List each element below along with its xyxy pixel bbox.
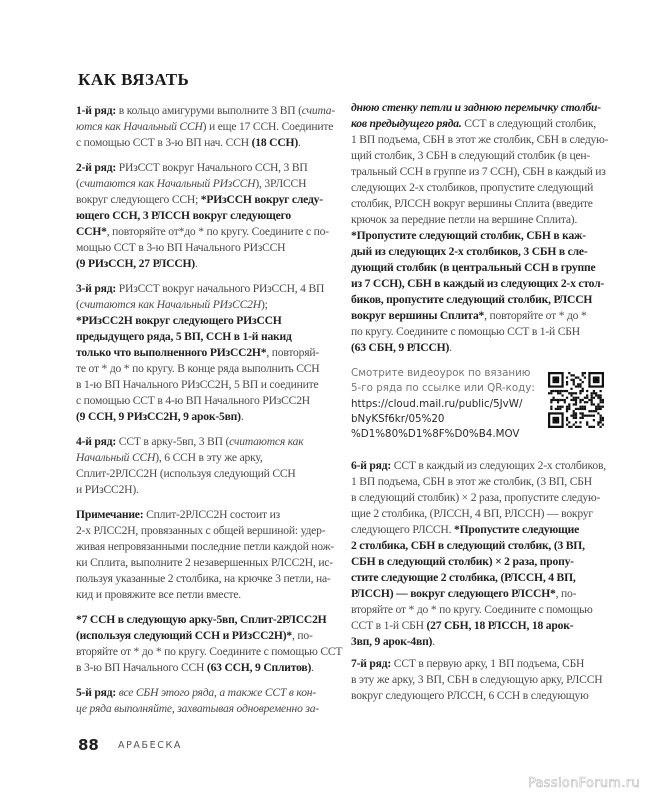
text: в кольцо амигуруми выполните 3 ВП ( — [118, 104, 302, 117]
bold-text: 3-й ряд: — [76, 282, 119, 295]
text: ССТ в арку-5вп, 3 ВП ( — [118, 435, 230, 448]
text: , по- вторяйте от * до * по кругу. Соедините с помощью ССТ в 1-й СБН — [351, 587, 593, 632]
instruction-paragraph — [351, 100, 613, 356]
bold-text: (63 СБН, 9 РЛССН) — [351, 341, 450, 354]
instruction-paragraph — [76, 103, 338, 151]
row-6-instructions — [351, 458, 613, 659]
bold-text: 7-й ряд: — [351, 657, 394, 670]
row-7-instructions — [351, 656, 613, 713]
instruction-paragraph — [76, 507, 338, 603]
bold-text: (9 РИзССН, 27 РЛССН) — [76, 257, 195, 270]
bold-text: *РИзСС2Н вокруг следующего РИзССН предыдущего ряда, 5 ВП, ССН в 1-й накид только что выполненного РИзСС2Н* — [76, 314, 292, 359]
text: Сплит-2РЛСС2Н состоит из 2-х РЛСС2Н, провязанных с общей вершиной: удер- живая непровязанными последние петли каждой нож- ки Сплита, выполните 2 незавершенных РЛСС2Н, ис- пользуя указанные 2 столбика, на крючке 3 петли, на- кид и провяжите все петли вместе. — [76, 508, 335, 601]
left-column — [76, 103, 343, 726]
text: РИзССТ вокруг Начального ССН, 3 ВП ( — [76, 161, 308, 190]
text: . — [240, 410, 244, 423]
text: . — [432, 635, 435, 648]
right-column-continuation — [351, 100, 613, 365]
text: ССТ в каждый из следующих 2-х столбиков, 1 ВП подъема, СБН в этот же столбик, (3 ВП, СБН в следующий столбик) × 2 раза, пропустите следую- щие 2 столбика, (РЛССН, 4 ВП, РЛССН) — вокруг следующего РЛССН. — [351, 459, 606, 536]
bold-text: 2-й ряд: — [76, 161, 119, 174]
text: , повторяйте от*до * по кругу. Соедините с по- мощью ССТ в 3-ю ВП Начального РИзССН — [76, 225, 329, 254]
watermark: PassionForum.ru — [527, 776, 640, 791]
text: , по- вторяйте от * до * по кругу. Соедините с помощью ССТ в 3-ю ВП Начального ССН — [76, 629, 343, 674]
text: . — [194, 257, 198, 270]
bold-text: *7 ССН в следующую арку-5вп, Сплит-2РЛСС2Н (используя следующий ССН и РИзСС2Н)* — [76, 613, 327, 642]
text: ) и еще 17 ССН. Соедините с помощью ССТ в 3-ю ВП нач. ССН — [76, 120, 334, 149]
video-lesson-link[interactable]: https://cloud.mail.ru/public/5JvW/ bNyKSf6kr/05%20 %D1%80%D1%8F%D0%B4.MOV — [351, 397, 523, 441]
text: ССТ в следующий столбик, 1 ВП подъема, СБН в этот же столбик, СБН в следую- щий столбик, 3 СБН в следующий столбик (в цен- тральный ССН в группе из 7 ССН), СБН в каждый из следующих 2-х столбиков, пропустите следующий столбик, РЛССН вокруг вершины Сплита (введите крючок за передние петли на вершине Сплита). — [351, 117, 609, 226]
video-lesson-box — [351, 366, 621, 446]
bold-text: Примечание: — [76, 508, 147, 521]
bold-text: *РИзССН вокруг следу- ющего ССН, 3 РЛССН вокруг следующего ССН* — [76, 193, 323, 238]
bold-text: 4-й ряд: — [76, 435, 119, 448]
text: ), 3РЛССН вокруг следующего ССН; — [76, 177, 307, 206]
text: РИзССТ вокруг начального РИзССН, 4 ВП ( — [76, 282, 325, 311]
instruction-paragraph — [76, 434, 338, 498]
text: , повторяйте от * до * по кругу. Соедините с помощью ССТ в 1-й СБН — [351, 309, 587, 338]
italic-text: счита- ются как Начальный ССН — [76, 104, 336, 133]
instruction-paragraph — [351, 656, 613, 704]
instruction-paragraph — [351, 458, 613, 650]
qr-code-icon[interactable] — [548, 372, 604, 428]
bold-text: *Пропустите следующие 2 столбика, СБН в следующий столбик, (3 ВП, СБН в следующий столбик) × 2 раза, пропу- стите следующие 2 столбика, (РЛССН, 4 ВП, РЛССН) — вокруг следующего РЛССН* — [351, 523, 585, 600]
text: . — [311, 661, 314, 674]
text: ), 6 ССН в эту же арку, Сплит-2РЛСС2Н (используя следующий ССН и РИзСС2Н). — [76, 451, 296, 496]
bold-text: 1-й ряд: — [76, 104, 119, 117]
italic-text: все СБН этого ряда, а также ССТ в кон- це ряда выполняйте, захватывая одновременно за- — [76, 686, 319, 715]
text: . — [449, 341, 452, 354]
instruction-paragraph — [76, 612, 343, 676]
italic-text: считаются как Начальный РИзССН — [79, 177, 256, 190]
text: . — [298, 136, 301, 149]
text: , повторяй- те от * до * по кругу. В конце ряда выполнить ССН в 1-ю ВП Начального РИзСС2Н, 5 ВП и соедините с помощью ССТ в 4-ю ВП Начального РИзСС2Н — [76, 346, 320, 407]
text: ); — [260, 298, 268, 311]
bold-text: (18 ССН) — [251, 136, 299, 149]
magazine-name: АРАБЕСКА — [118, 740, 182, 751]
section-heading: КАК ВЯЗАТЬ — [78, 70, 190, 89]
bold-text: (27 СБН, 18 РЛССН, 18 арок- 3вп, 9 арок-4вп) — [351, 619, 574, 648]
video-lesson-intro: Смотрите видеоурок по вязанию 5-го ряда по ссылке или QR-коду: — [351, 367, 535, 395]
italic-text: днюю стенку петли и заднюю перемычку столби- ков предыдущего ряда. — [351, 101, 601, 130]
instruction-paragraph — [76, 160, 338, 272]
bold-text: 5-й ряд: — [76, 686, 119, 699]
italic-text: считаются как Начальный ССН — [76, 435, 304, 464]
bold-text: 6-й ряд: — [351, 459, 394, 472]
instruction-paragraph — [76, 685, 338, 717]
bold-text: *Пропустите следующий столбик, СБН в каж- дый из следующих 2-х столбиков, 3 СБН в сле- дующий столбик (в центральный ССН в группе из 7 ССН), СБН в каждый из следующих 2-х стол- биков, пропустите следующий столбик, РЛССН вокруг вершины Сплита* — [351, 229, 605, 322]
bold-text: (9 ССН, 9 РИзСС2Н, 9 арок-5вп) — [76, 410, 241, 423]
instruction-paragraph — [76, 281, 338, 425]
text: ССТ в первую арку, 1 ВП подъема, СБН в эту же арку, 3 ВП, СБН в следующую арку, РЛССН вокруг следующего РЛССН, 6 ССН в следующую — [351, 657, 603, 702]
italic-text: считаются как Начальный РИзСС2Н — [79, 298, 261, 311]
bold-text: (63 ССН, 9 Сплитов) — [206, 661, 312, 674]
page-number: 88 — [78, 736, 99, 754]
